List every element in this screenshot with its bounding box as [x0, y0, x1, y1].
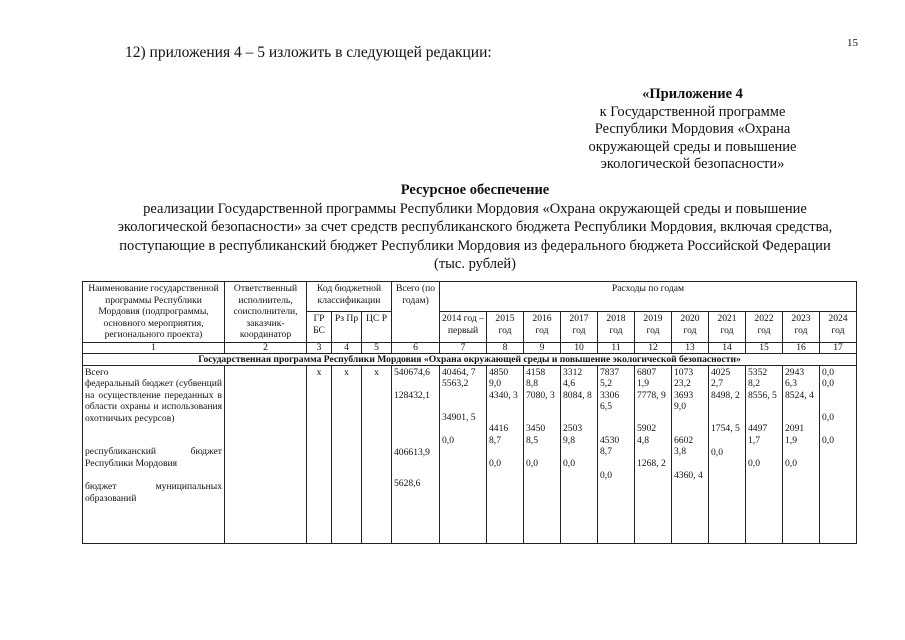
header-year: 2015 год	[487, 312, 524, 342]
column-number-row	[83, 342, 857, 353]
table-row	[83, 365, 857, 543]
year-value: 3693 9,0	[674, 389, 694, 412]
year-cell	[746, 365, 783, 543]
total-value: 540674,6	[394, 366, 430, 378]
appendix-line: к Государственной программе	[599, 103, 786, 120]
column-number: 6	[392, 342, 440, 353]
header-year: 2022 год	[746, 312, 783, 342]
year-value: 2503 9,8	[563, 423, 583, 446]
year-value: 8556, 5	[748, 389, 777, 401]
year-value: 0,0	[748, 458, 760, 469]
column-number: 7	[440, 342, 487, 353]
year-value: 4416 8,7	[489, 423, 509, 446]
year-cell	[820, 365, 857, 543]
year-value: 0,0	[822, 411, 834, 423]
year-cell	[440, 365, 487, 543]
header-year: 2020 год	[672, 312, 709, 342]
header-year: 2021 год	[709, 312, 746, 342]
appendix-header	[560, 86, 825, 174]
code-cell: х	[332, 365, 362, 543]
header-year: 2016 год	[524, 312, 561, 342]
program-title: Государственная программа Республики Мордовия «Охрана окружающей среды и повышение экологической безопасности»	[83, 353, 857, 365]
year-value: 4497 1,7	[748, 423, 768, 446]
column-number: 4	[332, 342, 362, 353]
header-rzpr: Рз Пр	[332, 312, 362, 342]
year-value: 3306 6,5	[600, 389, 620, 412]
total-cell	[392, 365, 440, 543]
year-value: 6807 1,9	[637, 366, 657, 389]
heading-title: Ресурсное обеспечение	[400, 182, 550, 198]
heading-line: экологической безопасности» за счет средств республиканского бюджета Республики Мордовия, включая средства,	[117, 219, 833, 236]
column-number: 8	[487, 342, 524, 353]
year-value: 4158 8,8	[526, 366, 546, 389]
heading-line: (тыс. рублей)	[434, 256, 516, 273]
year-value: 7837 5,2	[600, 366, 620, 389]
year-cell	[635, 365, 672, 543]
header-year: 2023 год	[783, 312, 820, 342]
year-value: 5902 4,8	[637, 423, 657, 446]
column-number: 17	[820, 342, 857, 353]
year-value: 4340, 3	[489, 389, 518, 401]
code-cell: х	[362, 365, 392, 543]
year-value: 1268, 2	[637, 458, 666, 469]
year-cell	[709, 365, 746, 543]
year-cell	[561, 365, 598, 543]
year-value: 0,0	[822, 435, 834, 446]
appendix-line: экологической безопасности»	[600, 156, 785, 172]
header-total: Всего (по годам)	[392, 282, 440, 343]
resource-table	[82, 281, 857, 544]
intro-text: 12) приложения 4 – 5 изложить в следующей редакции:	[125, 44, 492, 61]
year-value: 4360, 4	[674, 469, 703, 481]
column-number: 14	[709, 342, 746, 353]
year-value: 5563,2	[442, 378, 469, 389]
year-value: 2943 6,3	[785, 366, 805, 389]
year-value: 0,0	[822, 366, 834, 378]
year-value: 0,0	[489, 458, 501, 469]
year-cell	[783, 365, 820, 543]
column-number: 2	[225, 342, 307, 353]
row-label-text: бюджет муниципальных образований	[85, 481, 222, 504]
year-value: 4850 9,0	[489, 366, 509, 389]
column-number: 5	[362, 342, 392, 353]
year-value: 7080, 3	[526, 389, 555, 401]
year-value: 8084, 8	[563, 389, 592, 401]
appendix-line: Республики Мордовия «Охрана	[594, 121, 791, 137]
row-label	[83, 365, 225, 543]
column-number: 11	[598, 342, 635, 353]
appendix-line: окружающей среды и повышение	[588, 138, 797, 155]
total-value: 128432,1	[394, 390, 430, 401]
heading-line: поступающие в республиканский бюджет Республики Мордовия из федерального бюджета Российской Федерации	[119, 237, 831, 254]
year-value: 5352 8,2	[748, 366, 768, 389]
row-label-text: федеральный бюджет (субвенций на осуществление переданных в области охраны и использования охотничьих ресурсов)	[85, 378, 222, 424]
column-number: 13	[672, 342, 709, 353]
year-value: 8524, 4	[785, 389, 814, 401]
header-csr: ЦС Р	[362, 312, 392, 342]
page-number: 15	[847, 37, 858, 49]
header-budget-code: Код бюджетной классификации	[307, 282, 392, 312]
year-value: 0,0	[600, 469, 612, 481]
year-cell	[672, 365, 709, 543]
year-value: 40464, 7	[442, 366, 476, 378]
year-value: 0,0	[822, 378, 834, 389]
year-cell	[598, 365, 635, 543]
column-number: 1	[83, 342, 225, 353]
year-value: 3312 4,6	[563, 366, 583, 389]
year-value: 2091 1,9	[785, 423, 805, 446]
total-value: 5628,6	[394, 478, 421, 489]
year-value: 34901, 5	[442, 411, 476, 423]
year-value: 8498, 2	[711, 389, 740, 401]
year-value: 4025 2,7	[711, 366, 731, 389]
year-cell	[524, 365, 561, 543]
total-value: 406613,9	[394, 446, 430, 458]
header-name: Наименование государственной программы Республики Мордовия (подпрограммы, основного мероприятия, регионального проекта)	[83, 282, 225, 343]
header-year: 2019 год	[635, 312, 672, 342]
year-value: 0,0	[526, 458, 538, 469]
year-value: 0,0	[711, 446, 723, 458]
column-number: 12	[635, 342, 672, 353]
row-label-top: Всего	[85, 366, 109, 378]
appendix-title: «Приложение 4	[642, 86, 743, 102]
header-grbs: ГР БС	[307, 312, 332, 342]
row-label-text: республиканский бюджет Республики Мордовия	[85, 446, 222, 469]
column-number: 15	[746, 342, 783, 353]
header-year: 2014 год – первый	[440, 312, 487, 342]
year-value: 4530 8,7	[600, 434, 620, 457]
code-cell: х	[307, 365, 332, 543]
year-value: 3450 8,5	[526, 423, 546, 446]
header-year: 2024 год	[820, 312, 857, 342]
year-value: 0,0	[563, 458, 575, 469]
document-heading	[60, 181, 890, 274]
year-value: 0,0	[442, 435, 454, 446]
year-value: 1754, 5	[711, 423, 740, 434]
year-value: 0,0	[785, 458, 797, 469]
header-year: 2018 год	[598, 312, 635, 342]
column-number: 3	[307, 342, 332, 353]
year-value: 6602 3,8	[674, 434, 694, 457]
year-value: 1073 23,2	[674, 366, 694, 389]
header-expenses: Расходы по годам	[440, 282, 857, 312]
executor-cell	[225, 365, 307, 543]
program-title-row	[83, 353, 857, 365]
heading-line: реализации Государственной программы Республики Мордовия «Охрана окружающей среды и повышение	[143, 200, 807, 217]
column-number: 16	[783, 342, 820, 353]
header-executor: Ответственный исполнитель, соисполнители, заказчик-координатор	[225, 282, 307, 343]
column-number: 9	[524, 342, 561, 353]
year-value: 7778, 9	[637, 389, 666, 401]
column-number: 10	[561, 342, 598, 353]
year-cell	[487, 365, 524, 543]
header-year: 2017 год	[561, 312, 598, 342]
